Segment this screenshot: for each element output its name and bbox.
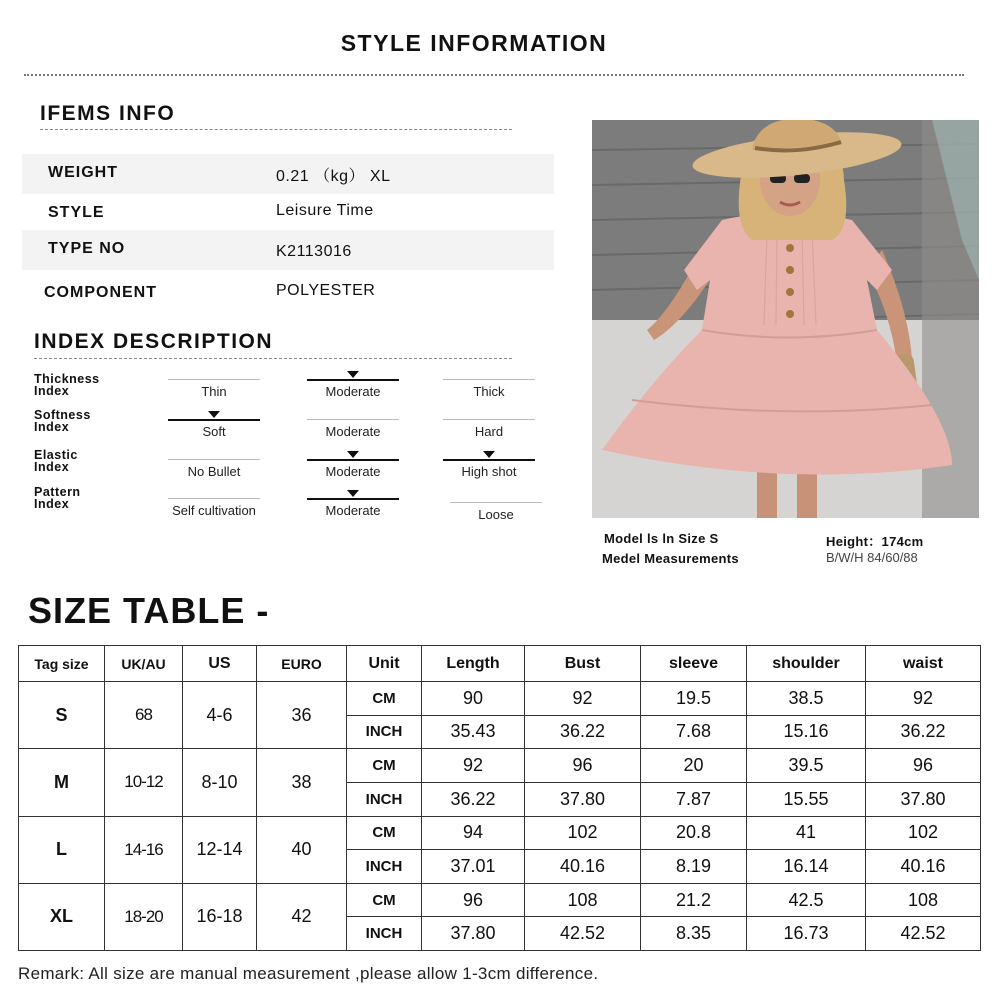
unit-cm-cell: CM: [347, 682, 422, 716]
items-info-rule: [40, 129, 512, 130]
index-description-rule: [34, 358, 512, 359]
selected-marker-icon: [347, 490, 359, 497]
model-bwh-text: B/W/H 84/60/88: [826, 550, 918, 565]
unit-cm-cell: CM: [347, 883, 422, 917]
info-row-weight: [22, 154, 554, 194]
info-label: COMPONENT: [44, 284, 157, 301]
bust-cell: 92: [525, 682, 641, 716]
us-cell: 8-10: [183, 749, 257, 816]
waist-cell: 108: [866, 883, 981, 917]
selected-marker-icon: [347, 451, 359, 458]
uk-au-cell: 68: [105, 682, 183, 749]
info-value: K2113016: [276, 243, 352, 260]
elastic-no-bullet-option: No Bullet: [168, 450, 260, 480]
model-measurements-label: Medel Measurements: [602, 551, 739, 566]
euro-cell: 42: [257, 883, 347, 950]
thickness-moderate-option: Moderate: [307, 370, 399, 400]
items-info-title: IFEMS INFO: [40, 102, 176, 125]
length-cell: 35.43: [422, 715, 525, 749]
length-cell: 36.22: [422, 782, 525, 816]
shoulder-cell: 15.16: [747, 715, 866, 749]
unit-inch-cell: INCH: [347, 715, 422, 749]
softness-hard-option: Hard: [443, 410, 535, 440]
selected-marker-icon: [208, 411, 220, 418]
model-size-text: Model ls ln Size S: [604, 531, 719, 546]
elastic-index-label: Elastic Index: [34, 448, 78, 474]
bust-cell: 108: [525, 883, 641, 917]
bust-cell: 36.22: [525, 715, 641, 749]
header-uk-au: UK/AU: [105, 646, 183, 682]
info-label: WEIGHT: [48, 164, 118, 181]
info-row-component: [22, 274, 554, 314]
unit-cm-cell: CM: [347, 816, 422, 850]
unit-inch-cell: INCH: [347, 917, 422, 951]
softness-moderate-option: Moderate: [307, 410, 399, 440]
waist-cell: 37.80: [866, 782, 981, 816]
sleeve-cell: 8.19: [641, 850, 747, 884]
euro-cell: 38: [257, 749, 347, 816]
info-row-type-no: [22, 230, 554, 270]
size-table-title: SIZE TABLE -: [28, 590, 270, 631]
waist-cell: 102: [866, 816, 981, 850]
info-value: 0.21 （kg） XL: [276, 168, 391, 185]
shoulder-cell: 15.55: [747, 782, 866, 816]
waist-cell: 92: [866, 682, 981, 716]
sleeve-cell: 20: [641, 749, 747, 783]
length-cell: 92: [422, 749, 525, 783]
model-photo: [592, 120, 979, 518]
header-bust: Bust: [525, 646, 641, 682]
euro-cell: 36: [257, 682, 347, 749]
bust-cell: 102: [525, 816, 641, 850]
waist-cell: 40.16: [866, 850, 981, 884]
table-row: [19, 816, 981, 850]
thickness-index-label: Thickness Index: [34, 372, 100, 398]
pattern-moderate-option: Moderate: [307, 489, 399, 519]
info-row-style: [22, 194, 554, 234]
table-row: [19, 883, 981, 917]
sleeve-cell: 20.8: [641, 816, 747, 850]
header-euro: EURO: [257, 646, 347, 682]
softness-index-label: Softness Index: [34, 408, 91, 434]
waist-cell: 42.52: [866, 917, 981, 951]
length-cell: 37.80: [422, 917, 525, 951]
unit-cm-cell: CM: [347, 749, 422, 783]
sleeve-cell: 7.87: [641, 782, 747, 816]
header-us: US: [183, 646, 257, 682]
info-label: TYPE NO: [48, 240, 126, 257]
thickness-thin-option: Thin: [168, 370, 260, 400]
us-cell: 4-6: [183, 682, 257, 749]
header-length: Length: [422, 646, 525, 682]
shoulder-cell: 16.73: [747, 917, 866, 951]
length-cell: 37.01: [422, 850, 525, 884]
shoulder-cell: 42.5: [747, 883, 866, 917]
header-unit: Unit: [347, 646, 422, 682]
length-cell: 94: [422, 816, 525, 850]
size-table: [18, 645, 981, 951]
page-title: STYLE INFORMATION: [340, 30, 608, 56]
bust-cell: 42.52: [525, 917, 641, 951]
model-height-text: Height：174cm: [826, 534, 924, 549]
header-shoulder: shoulder: [747, 646, 866, 682]
us-cell: 12-14: [183, 816, 257, 883]
unit-inch-cell: INCH: [347, 782, 422, 816]
header-waist: waist: [866, 646, 981, 682]
sleeve-cell: 7.68: [641, 715, 747, 749]
header-sleeve: sleeve: [641, 646, 747, 682]
index-description-title: INDEX DESCRIPTION: [34, 330, 274, 353]
size-tag-cell: S: [19, 682, 105, 749]
elastic-moderate-option: Moderate: [307, 450, 399, 480]
sleeve-cell: 8.35: [641, 917, 747, 951]
bust-cell: 40.16: [525, 850, 641, 884]
euro-cell: 40: [257, 816, 347, 883]
waist-cell: 36.22: [866, 715, 981, 749]
us-cell: 16-18: [183, 883, 257, 950]
shoulder-cell: 38.5: [747, 682, 866, 716]
pattern-index-label: Pattern Index: [34, 485, 81, 511]
table-row: [19, 749, 981, 783]
shoulder-cell: 16.14: [747, 850, 866, 884]
length-cell: 96: [422, 883, 525, 917]
size-table-header-row: [19, 646, 981, 682]
bust-cell: 37.80: [525, 782, 641, 816]
size-tag-cell: XL: [19, 883, 105, 950]
elastic-high-shot-option: High shot: [443, 450, 535, 480]
table-row: [19, 682, 981, 716]
length-cell: 90: [422, 682, 525, 716]
shoulder-cell: 41: [747, 816, 866, 850]
pattern-loose-option: Loose: [450, 493, 542, 523]
remark-text: Remark: All size are manual measurement ,please allow 1-3cm difference.: [18, 964, 599, 983]
info-value: POLYESTER: [276, 282, 376, 299]
sleeve-cell: 21.2: [641, 883, 747, 917]
bust-cell: 96: [525, 749, 641, 783]
unit-inch-cell: INCH: [347, 850, 422, 884]
softness-soft-option: Soft: [168, 410, 260, 440]
size-tag-cell: M: [19, 749, 105, 816]
info-label: STYLE: [48, 204, 105, 221]
size-tag-cell: L: [19, 816, 105, 883]
uk-au-cell: 18-20: [105, 883, 183, 950]
info-value: Leisure Time: [276, 202, 374, 219]
pattern-self-cultivation-option: Self cultivation: [168, 489, 260, 519]
uk-au-cell: 14-16: [105, 816, 183, 883]
thickness-thick-option: Thick: [443, 370, 535, 400]
selected-marker-icon: [483, 451, 495, 458]
shoulder-cell: 39.5: [747, 749, 866, 783]
selected-marker-icon: [347, 371, 359, 378]
title-divider: [24, 74, 964, 76]
uk-au-cell: 10-12: [105, 749, 183, 816]
waist-cell: 96: [866, 749, 981, 783]
header-tag-size: Tag size: [19, 646, 105, 682]
sleeve-cell: 19.5: [641, 682, 747, 716]
